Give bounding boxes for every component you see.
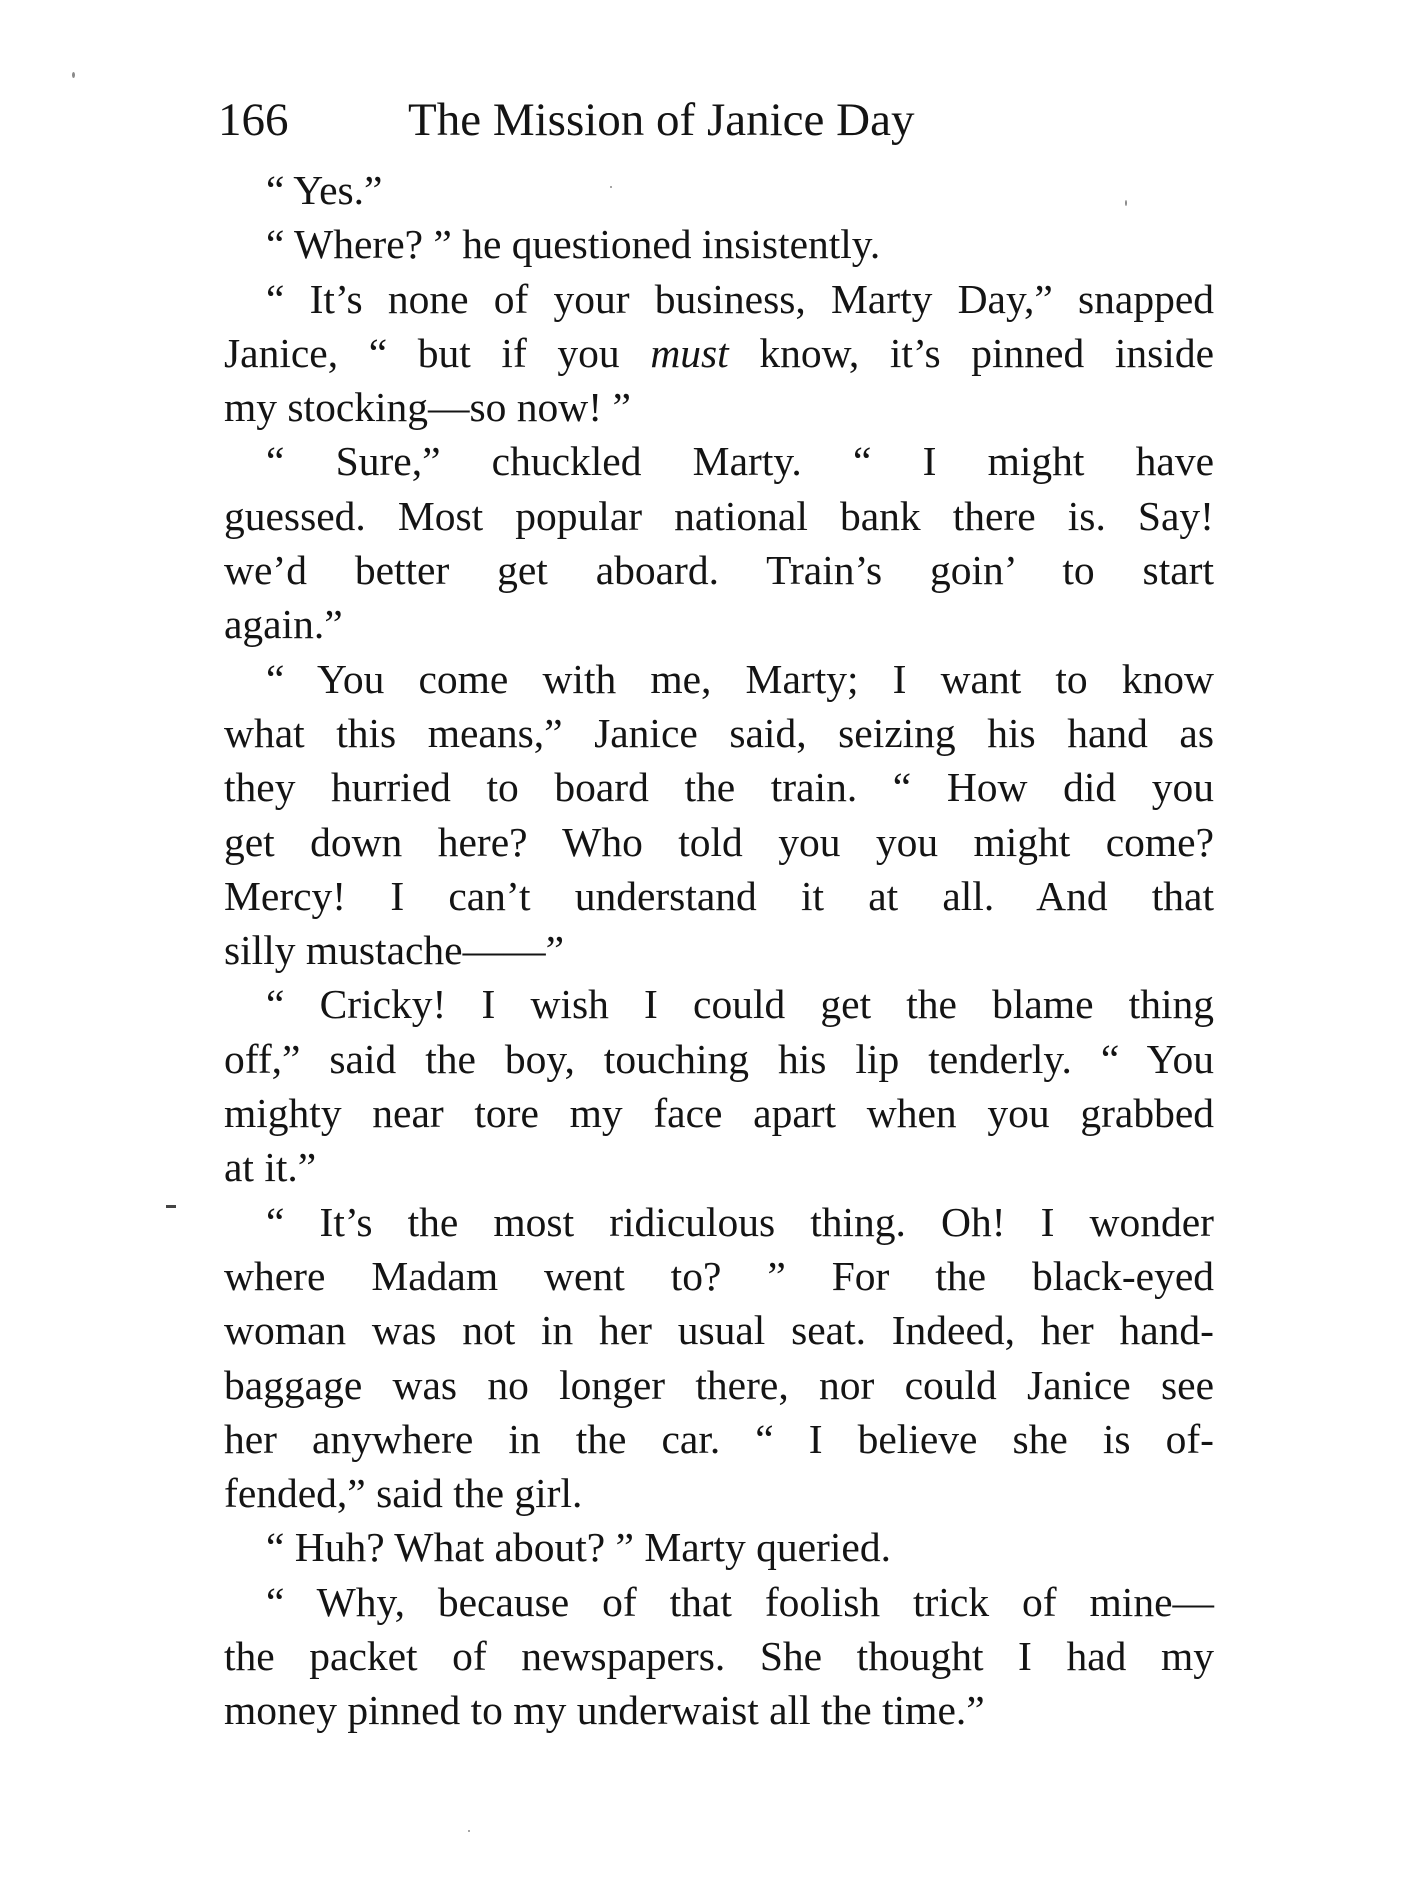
text-line: “ Sure,” chuckled Marty. “ I might have [266,438,1214,485]
text-line: “ Cricky! I wish I could get the blame thing [266,981,1214,1028]
text-line: Mercy! I can’t understand it at all. And that [224,872,1214,919]
page-speck [610,186,612,188]
text-line: off,” said the boy, touching his lip tenderly. “ You [224,1035,1214,1082]
text-line: fended,” said the girl. [224,1470,583,1517]
text-line: her anywhere in the car. “ I believe she is of- [224,1415,1214,1462]
text-line: “ It’s the most ridiculous thing. Oh! I wonder [266,1198,1214,1245]
text-line: what this means,” Janice said, seizing his hand as [224,709,1214,756]
text-line: “ It’s none of your business, Marty Day,” snapped [266,275,1214,322]
text-line: woman was not in her usual seat. Indeed, her hand- [224,1307,1214,1354]
text-line: they hurried to board the train. “ How did you [224,764,1214,811]
text-line: “ You come with me, Marty; I want to know [266,655,1214,702]
text-line: guessed. Most popular national bank there is. Say! [224,492,1214,539]
text-line: again.” [224,601,343,648]
page-number: 166 [218,94,289,146]
text-line: money pinned to my underwaist all the time.” [224,1687,985,1734]
text-line: “ Huh? What about? ” Marty queried. [266,1524,891,1571]
body-text [224,163,1214,1738]
text-line: “ Why, because of that foolish trick of mine— [266,1578,1214,1625]
text-line: Janice, “ but if you must know, it’s pinned inside [224,329,1214,376]
text-line: my stocking—so now! ” [224,384,631,431]
emphasis: must [650,329,729,376]
text-line: “ Where? ” he questioned insistently. [266,221,881,268]
page-speck [1125,200,1127,206]
text-line: “ Yes.” [266,167,383,213]
page-speck [72,72,75,78]
text-line: get down here? Who told you you might come? [224,818,1214,865]
text-line: silly mustache——” [224,927,565,974]
running-title: The Mission of Janice Day [408,94,915,146]
text-line: where Madam went to? ” For the black-eyed [224,1252,1214,1299]
text-line: we’d better get aboard. Train’s goin’ to start [224,547,1214,594]
margin-mark [166,1205,176,1208]
text-line: the packet of newspapers. She thought I had my [224,1633,1214,1680]
text-line: baggage was no longer there, nor could Janice see [224,1361,1214,1408]
page-header [218,80,1218,160]
page-speck [468,1830,470,1832]
text-line: at it.” [224,1144,317,1191]
text-line: mighty near tore my face apart when you grabbed [224,1090,1214,1137]
